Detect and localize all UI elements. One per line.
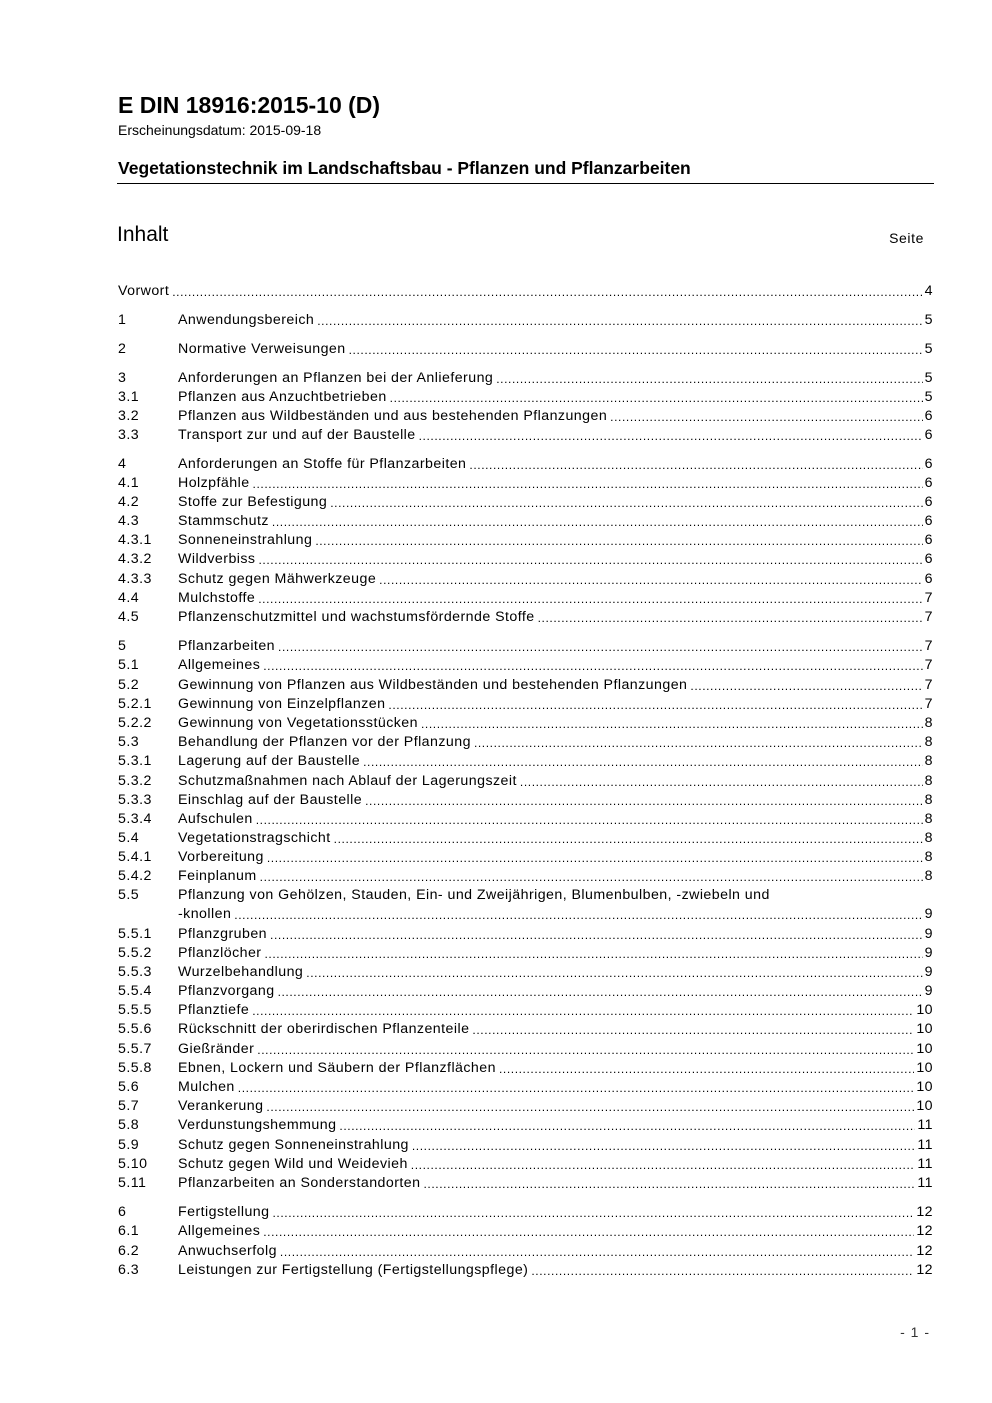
toc-leader-dots [419, 429, 923, 444]
toc-entry-title: Fertigstellung [178, 1204, 270, 1220]
toc-entry-number: 4.3.3 [118, 571, 152, 587]
toc-entry-title: Pflanzen aus Wildbeständen und aus bestehenden Pflanzungen [178, 408, 608, 424]
toc-entry[interactable] [118, 338, 933, 358]
toc-entry-title: Schutzmaßnahmen nach Ablauf der Lagerungszeit [178, 773, 517, 789]
toc-leader-dots [363, 755, 923, 770]
toc-entry[interactable] [118, 472, 933, 492]
toc-entry[interactable] [118, 999, 933, 1019]
toc-entry-number: 5.1 [118, 657, 140, 673]
toc-entry[interactable] [118, 635, 933, 655]
toc-leader-dots [272, 515, 923, 530]
toc-entry-page: 6 [924, 551, 933, 567]
toc-entry-title: Schutz gegen Wild und Weidevieh [178, 1156, 408, 1172]
toc-entry-title: Transport zur und auf der Baustelle [178, 427, 416, 443]
toc-page-column-label: Seite [889, 230, 924, 246]
document-title: Vegetationstechnik im Landschaftsbau - Pflanzen und Pflanzarbeiten [118, 158, 691, 178]
toc-leader-dots [610, 410, 922, 425]
toc-entry-page: 12 [916, 1204, 933, 1220]
toc-leader-dots [258, 553, 922, 568]
toc-entry-number: 5.3.2 [118, 773, 152, 789]
toc-leader-dots [411, 1158, 916, 1173]
toc-entry[interactable] [118, 309, 933, 329]
toc-entry-page: 10 [916, 1060, 933, 1076]
toc-entry[interactable] [118, 808, 933, 828]
toc-entry-number: 5.6 [118, 1079, 140, 1095]
toc-entry[interactable] [118, 980, 933, 1000]
toc-leader-dots [390, 391, 923, 406]
toc-leader-dots [278, 640, 923, 655]
title-divider [117, 183, 934, 184]
toc-leader-dots [267, 851, 923, 866]
toc-entry-title: Pflanzen aus Anzuchtbetrieben [178, 389, 387, 405]
toc-entry-number: 6.1 [118, 1223, 140, 1239]
toc-entry-number: 5 [118, 638, 127, 654]
toc-entry[interactable] [118, 1038, 933, 1058]
toc-leader-dots [306, 966, 922, 981]
toc-entry-page: 6 [924, 513, 933, 529]
toc-entry[interactable] [118, 942, 933, 962]
toc-entry-page: 8 [924, 849, 933, 865]
toc-entry-page: 11 [917, 1156, 933, 1172]
toc-leader-dots [388, 698, 922, 713]
toc-leader-dots [317, 314, 922, 329]
toc-entry-number: 5.5.2 [118, 945, 152, 961]
toc-entry-continuation[interactable] [118, 903, 933, 923]
toc-leader-dots [260, 870, 923, 885]
toc-entry-title: Pflanzarbeiten [178, 638, 276, 654]
toc-leader-dots [349, 343, 923, 358]
toc-entry[interactable] [118, 491, 933, 511]
toc-entry[interactable] [118, 405, 933, 425]
toc-entry-number: 5.5.5 [118, 1002, 152, 1018]
toc-entry-page: 8 [924, 773, 933, 789]
document-id: E DIN 18916:2015-10 (D) [118, 92, 381, 118]
toc-entry-number: 5.2 [118, 677, 140, 693]
toc-entry-page: 10 [916, 1079, 933, 1095]
toc-entry-number: 4.1 [118, 475, 140, 491]
toc-entry-title: Vegetationstragschicht [178, 830, 331, 846]
toc-entry-number: 5.4 [118, 830, 140, 846]
toc-entry[interactable] [118, 1240, 933, 1260]
toc-leader-dots [234, 908, 922, 923]
toc-entry-title: Anwendungsbereich [178, 312, 315, 328]
toc-entry-number: 2 [118, 341, 127, 357]
toc-entry-page: 12 [916, 1223, 933, 1239]
toc-entry[interactable] [118, 1134, 933, 1154]
toc-entry-page: 6 [924, 494, 933, 510]
toc-leader-dots [256, 813, 923, 828]
toc-entry[interactable] [118, 712, 933, 732]
toc-leader-dots [499, 1062, 914, 1077]
toc-entry-number: 5.8 [118, 1117, 140, 1133]
toc-entry-number: 5.2.1 [118, 696, 152, 712]
toc-entry-page: 10 [916, 1041, 933, 1057]
toc-entry-title: Stoffe zur Befestigung [178, 494, 328, 510]
page-number: - 1 - [900, 1324, 930, 1340]
toc-entry[interactable] [118, 1114, 933, 1134]
toc-entry-title: Schutz gegen Sonneneinstrahlung [178, 1137, 409, 1153]
toc-entry[interactable] [118, 386, 933, 406]
toc-leader-dots [690, 679, 922, 694]
toc-entry[interactable] [118, 1153, 933, 1173]
toc-leader-dots [469, 458, 922, 473]
toc-leader-dots [412, 1139, 915, 1154]
toc-entry-title: Aufschulen [178, 811, 253, 827]
toc-entry[interactable] [118, 1095, 933, 1115]
toc-entry-title: Gewinnung von Pflanzen aus Wildbeständen und bestehenden Pflanzungen [178, 677, 688, 693]
toc-entry[interactable] [118, 961, 933, 981]
toc-entry[interactable] [118, 731, 933, 751]
toc-leader-dots [272, 1206, 914, 1221]
toc-leader-dots [257, 1043, 914, 1058]
toc-leader-dots [379, 573, 922, 588]
toc-entry-title: Einschlag auf der Baustelle [178, 792, 363, 808]
toc-entry-title: Pflanzung von Gehölzen, Stauden, Ein- und Zweijährigen, Blumenbulben, -zwiebeln und [178, 887, 770, 903]
toc-entry-page: 7 [924, 677, 933, 693]
toc-entry-number: 5.5 [118, 887, 140, 903]
toc-leader-dots [264, 947, 922, 962]
toc-entry-title: Verdunstungshemmung [178, 1117, 337, 1133]
toc-entry-number: 5.5.6 [118, 1021, 152, 1037]
toc-leader-dots [334, 832, 923, 847]
toc-entry-page: 6 [924, 571, 933, 587]
toc-leader-dots [531, 1264, 914, 1279]
toc-entry-title: Verankerung [178, 1098, 264, 1114]
toc-entry-number: 5.10 [118, 1156, 148, 1172]
toc-entry-page: 9 [924, 926, 933, 942]
toc-leader-dots [252, 1004, 914, 1019]
toc-entry-title: Normative Verweisungen [178, 341, 346, 357]
toc-entry-title: Pflanzarbeiten an Sonderstandorten [178, 1175, 421, 1191]
toc-entry-title: Wildverbiss [178, 551, 256, 567]
toc-leader-dots [365, 794, 923, 809]
toc-leader-dots [263, 1225, 914, 1240]
toc-entry[interactable] [118, 606, 933, 626]
toc-entry[interactable] [118, 568, 933, 588]
toc-entry-number: 5.9 [118, 1137, 140, 1153]
toc-entry-number: 6 [118, 1204, 127, 1220]
toc-entry-title: Behandlung der Pflanzen vor der Pflanzung [178, 734, 471, 750]
toc-entry-number: 4.2 [118, 494, 140, 510]
toc-entry[interactable] [118, 280, 933, 300]
toc-entry-title: Feinplanum [178, 868, 257, 884]
toc-entry[interactable] [118, 1172, 933, 1192]
toc-entry-number: 5.4.2 [118, 868, 152, 884]
toc-entry-number: 3.1 [118, 389, 140, 405]
toc-entry-title: Wurzelbehandlung [178, 964, 304, 980]
toc-entry-title: Leistungen zur Fertigstellung (Fertigstellungspflege) [178, 1262, 529, 1278]
toc-entry-number: 5.5.4 [118, 983, 152, 999]
toc-entry[interactable] [118, 424, 933, 444]
toc-entry-number: 5.7 [118, 1098, 140, 1114]
toc-entry-page: 8 [924, 715, 933, 731]
toc-entry-title: Gewinnung von Einzelpflanzen [178, 696, 386, 712]
toc-entry-title: Mulchen [178, 1079, 235, 1095]
toc-entry-title: Ebnen, Lockern und Säubern der Pflanzflächen [178, 1060, 496, 1076]
toc-entry-number: 4 [118, 456, 127, 472]
toc-leader-dots [538, 611, 923, 626]
toc-entry-number: 5.5.8 [118, 1060, 152, 1076]
toc-entry-number: 5.5.7 [118, 1041, 152, 1057]
toc-entry-page: 5 [924, 389, 933, 405]
toc-entry-title-continuation: -knollen [178, 906, 232, 922]
toc-entry-number: 5.11 [118, 1175, 147, 1191]
toc-leader-dots [278, 985, 923, 1000]
publication-date: Erscheinungsdatum: 2015-09-18 [118, 122, 322, 138]
toc-entry-page: 11 [917, 1175, 933, 1191]
toc-entry[interactable] [118, 827, 933, 847]
toc-entry[interactable] [118, 865, 933, 885]
toc-entry-number: 3 [118, 370, 127, 386]
toc-entry-page: 11 [917, 1117, 933, 1133]
toc-entry-page: 7 [924, 638, 933, 654]
toc-entry-number: 1 [118, 312, 127, 328]
toc-entry-title: Pflanztiefe [178, 1002, 250, 1018]
toc-entry-page: 8 [924, 830, 933, 846]
toc-entry-title: Allgemeines [178, 657, 261, 673]
toc-heading: Inhalt [117, 223, 169, 246]
toc-entry[interactable] [118, 1018, 933, 1038]
toc-entry-page: 8 [924, 792, 933, 808]
toc-entry-title: Stammschutz [178, 513, 269, 529]
toc-entry-number: 4.4 [118, 590, 140, 606]
toc-entry-number: 5.3.1 [118, 753, 152, 769]
toc-leader-dots [472, 1023, 914, 1038]
toc-entry[interactable] [118, 1201, 933, 1221]
toc-entry-page: 9 [924, 906, 933, 922]
toc-entry-number: 5.3 [118, 734, 140, 750]
toc-entry[interactable] [118, 529, 933, 549]
toc-entry-number: 3.2 [118, 408, 140, 424]
toc-entry-title: Vorwort [118, 283, 170, 299]
toc-leader-dots [280, 1245, 914, 1260]
toc-entry-page: 4 [924, 283, 933, 299]
toc-entry-title: Anforderungen an Pflanzen bei der Anlieferung [178, 370, 494, 386]
toc-entry-page: 7 [924, 590, 933, 606]
toc-entry-title: Lagerung auf der Baustelle [178, 753, 361, 769]
toc-entry-title: Vorbereitung [178, 849, 264, 865]
toc-entry-page: 6 [924, 532, 933, 548]
toc-leader-dots [474, 736, 923, 751]
toc-entry-title: Pflanzenschutzmittel und wachstumsfördernde Stoffe [178, 609, 535, 625]
toc-entry-title: Pflanzgruben [178, 926, 268, 942]
toc-entry[interactable] [118, 1057, 933, 1077]
toc-entry-page: 7 [924, 696, 933, 712]
toc-entry-page: 5 [924, 312, 933, 328]
toc-entry[interactable] [118, 453, 933, 473]
toc-entry-number: 3.3 [118, 427, 140, 443]
toc-entry[interactable] [118, 884, 933, 904]
toc-entry-number: 4.3.1 [118, 532, 152, 548]
toc-entry[interactable] [118, 510, 933, 530]
toc-entry-number: 4.3.2 [118, 551, 152, 567]
toc-entry-page: 6 [924, 456, 933, 472]
toc-entry-title: Pflanzvorgang [178, 983, 275, 999]
toc-entry[interactable] [118, 693, 933, 713]
toc-entry-number: 5.5.1 [118, 926, 152, 942]
toc-entry-number: 6.2 [118, 1243, 140, 1259]
toc-entry-page: 8 [924, 734, 933, 750]
toc-leader-dots [421, 717, 923, 732]
toc-entry-title: Gewinnung von Vegetationsstücken [178, 715, 418, 731]
toc-entry-page: 12 [916, 1262, 933, 1278]
toc-entry[interactable] [118, 654, 933, 674]
toc-entry-title: Anforderungen an Stoffe für Pflanzarbeiten [178, 456, 467, 472]
toc-entry-page: 5 [924, 341, 933, 357]
toc-entry-title: Allgemeines [178, 1223, 261, 1239]
toc-leader-dots [270, 928, 923, 943]
toc-leader-dots [263, 659, 922, 674]
toc-entry-title: Rückschnitt der oberirdischen Pflanzenteile [178, 1021, 470, 1037]
toc-entry-title: Anwuchserfolg [178, 1243, 277, 1259]
toc-entry[interactable] [118, 1076, 933, 1096]
toc-entry[interactable] [118, 1220, 933, 1240]
toc-entry-page: 6 [924, 408, 933, 424]
toc-entry-title: Holzpfähle [178, 475, 250, 491]
toc-entry-title: Sonneneinstrahlung [178, 532, 313, 548]
toc-entry-page: 7 [924, 657, 933, 673]
toc-leader-dots [172, 285, 922, 300]
toc-entry-page: 10 [916, 1098, 933, 1114]
toc-entry-number: 4.5 [118, 609, 140, 625]
toc-entry[interactable] [118, 923, 933, 943]
toc-entry-page: 11 [917, 1137, 933, 1153]
toc-leader-dots [520, 775, 923, 790]
toc-entry-page: 6 [924, 427, 933, 443]
toc-entry-page: 10 [916, 1021, 933, 1037]
toc-leader-dots [330, 496, 922, 511]
toc-entry[interactable] [118, 587, 933, 607]
toc-entry-title: Schutz gegen Mähwerkzeuge [178, 571, 377, 587]
toc-leader-dots [423, 1177, 915, 1192]
toc-entry-page: 9 [924, 983, 933, 999]
toc-entry-page: 7 [924, 609, 933, 625]
toc-entry-title: Mulchstoffe [178, 590, 256, 606]
toc-entry-page: 8 [924, 868, 933, 884]
toc-entry-number: 5.2.2 [118, 715, 152, 731]
toc-entry-page: 8 [924, 811, 933, 827]
toc-leader-dots [266, 1100, 914, 1115]
toc-entry-number: 5.5.3 [118, 964, 152, 980]
toc-entry-page: 9 [924, 964, 933, 980]
toc-entry-page: 12 [916, 1243, 933, 1259]
toc-entry[interactable] [118, 367, 933, 387]
toc-entry[interactable] [118, 770, 933, 790]
toc-entry[interactable] [118, 846, 933, 866]
toc-entry[interactable] [118, 750, 933, 770]
toc-leader-dots [315, 534, 922, 549]
toc-entry-page: 8 [924, 753, 933, 769]
toc-leader-dots [238, 1081, 915, 1096]
toc-entry[interactable] [118, 548, 933, 568]
toc-entry[interactable] [118, 789, 933, 809]
toc-entry-number: 6.3 [118, 1262, 140, 1278]
toc-entry-title: Pflanzlöcher [178, 945, 262, 961]
toc-leader-dots [496, 372, 922, 387]
toc-leader-dots [339, 1119, 915, 1134]
toc-entry-number: 5.3.4 [118, 811, 152, 827]
toc-entry[interactable] [118, 1259, 933, 1279]
toc-entry-page: 5 [924, 370, 933, 386]
toc-entry[interactable] [118, 674, 933, 694]
toc-entry-number: 4.3 [118, 513, 140, 529]
toc-entry-number: 5.4.1 [118, 849, 152, 865]
toc-leader-dots [258, 592, 922, 607]
toc-entry-number: 5.3.3 [118, 792, 152, 808]
toc-entry-page: 10 [916, 1002, 933, 1018]
toc-leader-dots [253, 477, 923, 492]
toc-entry-title: Gießränder [178, 1041, 255, 1057]
toc-entry-page: 9 [924, 945, 933, 961]
toc-entry-page: 6 [924, 475, 933, 491]
